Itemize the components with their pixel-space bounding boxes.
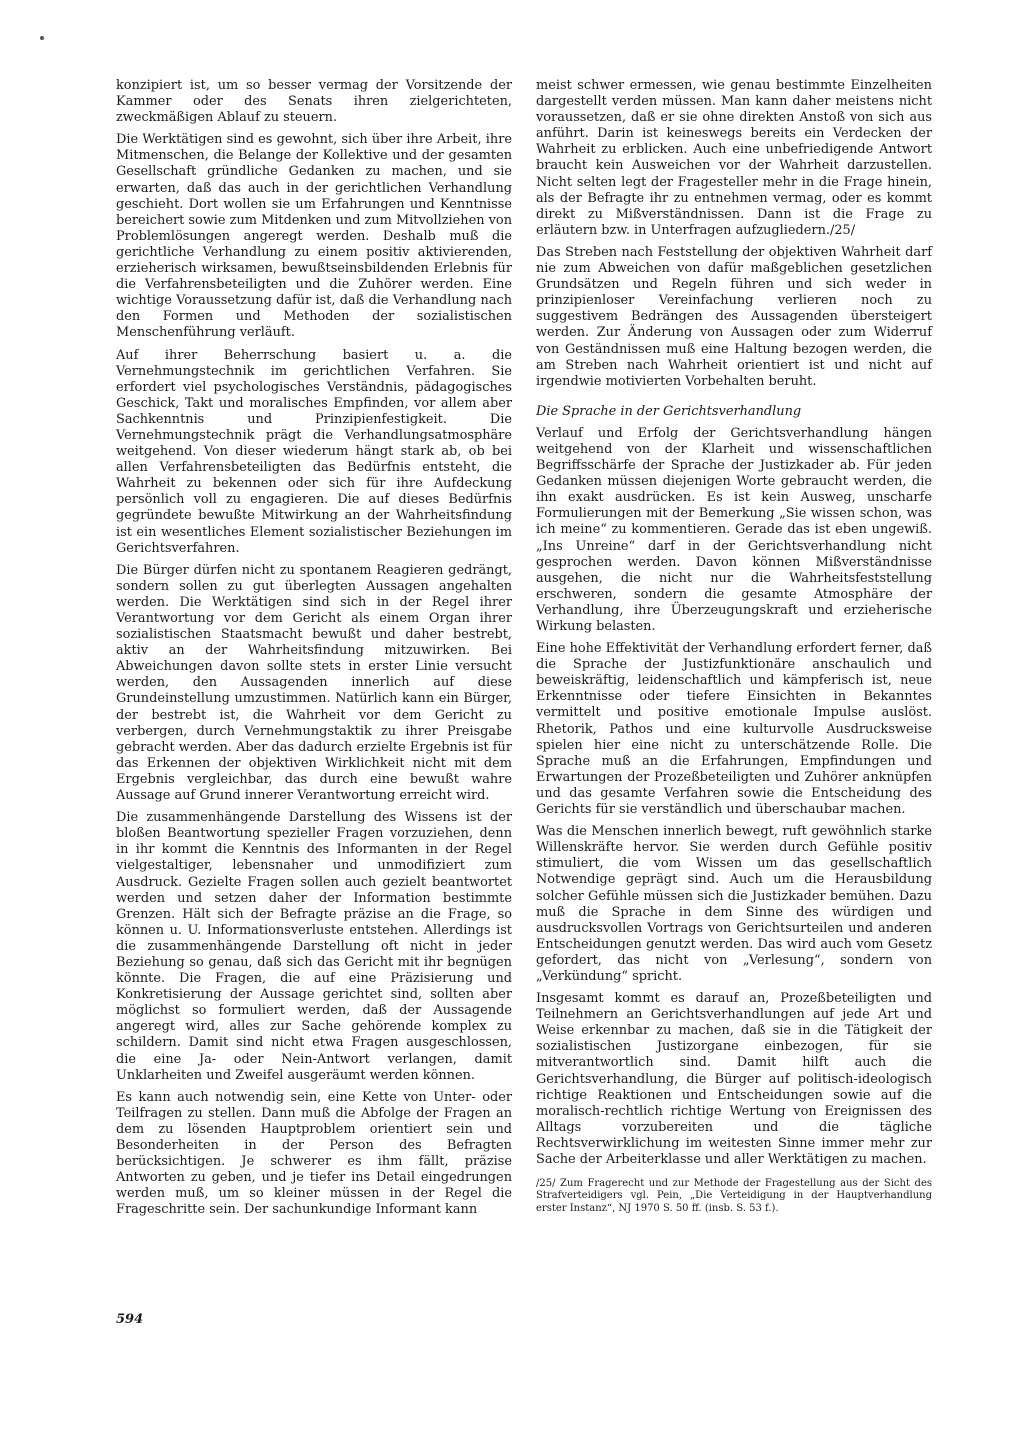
paragraph: Die zusammenhängende Darstellung des Wissens ist der bloßen Beantwortung spezieller Fragen vorzuziehen, denn in ihr kommt die Kenntnis des Informanten in der Regel vielgestaltiger, lebensnaher und unmodifiziert zum Ausdruck. Gezielte Fragen sollen auch gezielt beantwortet werden und setzen daher der Information bestimmte Grenzen. Hält sich der Befragte präzise an die Frage, so können u. U. Informationsverluste entstehen. Allerdings ist die zusammenhängende Darstellung oft nicht in jeder Beziehung so genau, daß sich das Gericht mit ihr begnügen könnte. Die Fragen, die auf eine Präzisierung und Konkretisierung der Aussage gerichtet sind, sollten aber möglichst so formuliert werden, daß der Aussagende angeregt wird, alles zur Sache gehörende komplex zu schildern. Damit sind nicht etwa Fragen ausgeschlossen, die eine Ja- oder Nein-Antwort verlangen, damit Unklarheiten und Zweifel ausgeräumt werden können. xyxy=(116,810,512,1083)
paragraph: Verlauf und Erfolg der Gerichtsverhandlung hängen weitgehend von der Klarheit und wissenschaftlichen Begriffsschärfe der Sprache der Justizkader ab. Für jeden Gedanken müssen diejenigen Worte gebraucht werden, die ihn exakt ausdrücken. Es ist kein Ausweg, unscharfe Formulierungen mit der Bemerkung „Sie wissen schon, was ich meine“ zu kommentieren. Gerade das ist eben ungewiß. „Ins Unreine“ darf in der Gerichtsverhandlung nicht gesprochen werden. Davon können Mißverständnisse ausgehen, die nicht nur die Wahrheitsfeststellung erschweren, sondern die gesamte Atmosphäre der Verhandlung, ihre Überzeugungskraft und erzieherische Wirkung belasten. xyxy=(536,425,932,634)
paragraph: Die Bürger dürfen nicht zu spontanem Reagieren gedrängt, sondern sollen zu gut überlegten Aussagen angehalten werden. Die Werktätigen sind sich in der Regel ihrer Verantwortung vor dem Gericht als einem Organ ihrer sozialistischen Staatsmacht bewußt und daher bestrebt, aktiv an der Wahrheitsfindung mitzuwirken. Bei Abweichungen davon sollte stets in erster Linie versucht werden, den Aussagenden innerlich auf diese Grundeinstellung umzustimmen. Natürlich kann ein Bürger, der bestrebt ist, die Wahrheit vor dem Gericht zu verbergen, durch Vernehmungstaktik zu ihrer Preisgabe gebracht werden. Aber das dadurch erzielte Ergebnis ist für das Erkennen der objektiven Wirklichkeit nicht mit dem Ergebnis vergleichbar, das durch eine bewußt wahre Aussage auf Grund innerer Verantwortung erreicht wird. xyxy=(116,562,512,804)
paragraph: Die Werktätigen sind es gewohnt, sich über ihre Arbeit, ihre Mitmenschen, die Belange der Kollektive und der gesamten Gesellschaft gründliche Gedanken zu machen, und sie erwarten, daß das auch in der gerichtlichen Verhandlung geschieht. Dort wollen sie um Erfahrungen und Kenntnisse bereichert sowie zum Mitdenken und zum Mitvollziehen von Problemlösungen angeregt werden. Deshalb muß die gerichtliche Verhandlung zu einem positiv aktivierenden, erzieherisch wirksamen, bewußtseinsbildenden Erlebnis für die Verfahrensbeteiligten und die Zuhörer werden. Eine wichtige Voraussetzung dafür ist, daß die Verhandlung nach den Formen und Methoden der sozialistischen Menschenführung verläuft. xyxy=(116,132,512,341)
paragraph: meist schwer ermessen, wie genau bestimmte Einzelheiten dargestellt verden müssen. Man kann daher meistens nicht voraussetzen, daß er sie ohne direkten Anstoß von sich aus anführt. Darin ist keineswegs bereits ein Verdecken der Wahrheit zu erblicken. Auch eine unbefriedigende Antwort braucht kein Ausweichen vor der Wahrheit darzustellen. Nicht selten legt der Fragesteller mehr in die Frage hinein, als der Befragte ihr zu entnehmen vermag, oder es kommt direkt zu Mißverständnissen. Dann ist die Frage zu erläutern bzw. in Unterfragen aufzugliedern./25/ xyxy=(536,78,932,238)
section-heading: Die Sprache in der Gerichtsverhandlung xyxy=(536,403,802,419)
right-column xyxy=(536,78,932,1215)
paragraph: Insgesamt kommt es darauf an, Prozeßbeteiligten und Teilnehmern an Gerichtsverhandlungen auf jede Art und Weise erkennbar zu machen, daß sie in die Tätigkeit der sozialistischen Justizorgane einbezogen, für sie mitverantwortlich sind. Damit hilft auch die Gerichtsverhandlung, die Bürger auf politisch-ideologisch richtige Reaktionen und Entscheidungen sowie auf die moralisch-rechtlich richtige Wertung von Ereignissen des Alltags vorzubereiten und die tägliche Rechtsverwirklichung im weitesten Sinne immer mehr zur Sache der Arbeiterklasse und aller Werktätigen zu machen. xyxy=(536,991,932,1167)
paragraph: Eine hohe Effektivität der Verhandlung erfordert ferner, daß die Sprache der Justizfunktionäre anschaulich und beweiskräftig, leidenschaftlich und kämpferisch ist, neue Erkenntnisse oder tiefere Einsichten in Bekanntes vermittelt und positive emotionale Impulse auslöst. Rhetorik, Pathos und eine kulturvolle Ausdrucksweise spielen hier eine nicht zu unterschätzende Rolle. Die Sprache muß an die Erfahrungen, Empfindungen und Erwartungen der Prozeßbeteiligten und Zuhörer anknüpfen und das gesamte Verfahren sowie die Entscheidung des Gerichts für sie verständlich und überschaubar machen. xyxy=(536,641,932,818)
scan-dot xyxy=(40,36,44,40)
footnote: /25/ Zum Fragerecht und zur Methode der Fragestellung aus der Sicht des Strafverteidigers vgl. Pein, „Die Verteidigung in der Hauptverhandlung erster Instanz“, NJ 1970 S. 50 ff. (insb. S. 53 f.). xyxy=(536,1178,932,1214)
left-column xyxy=(116,78,512,1224)
paragraph: konzipiert ist, um so besser vermag der Vorsitzende der Kammer oder des Senats ihren zielgerichteten, zweckmäßigen Ablauf zu steuern. xyxy=(116,78,512,126)
paragraph: Das Streben nach Feststellung der objektiven Wahrheit darf nie zum Abweichen von dafür maßgeblichen gesetzlichen Grundsätzen und Regeln führen und sich weder in prinzipienloser Vereinfachung verlieren noch zu suggestivem Bedrängen des Aussagenden übersteigert werden. Zur Änderung von Aussagen oder zum Widerruf von Geständnissen muß eine Haltung bezogen werden, die am Streben nach Wahrheit orientiert ist und nicht auf irgendwie motivierten Vorbehalten beruht. xyxy=(536,244,932,389)
page-number: 594 xyxy=(116,1312,144,1327)
paragraph: Auf ihrer Beherrschung basiert u. a. die Vernehmungstechnik im gerichtlichen Verfahren. Sie erfordert viel psychologisches Verständnis, pädagogisches Geschick, Takt und moralisches Empfinden, vor allem aber Sachkenntnis und Prinzipienfestigkeit. Die Vernehmungstechnik prägt die Verhandlungsatmosphäre weitgehend. Von dieser wiederum hängt stark ab, ob bei allen Verfahrensbeteiligten das Bedürfnis entsteht, die Wahrheit zu bekennen oder sich für ihre Aufdeckung persönlich voll zu engagieren. Die auf dieses Bedürfnis gegründete bewußte Mitwirkung an der Wahrheitsfindung ist ein wesentliches Element sozialistischer Beziehungen im Gerichtsverfahren. xyxy=(116,347,512,556)
paragraph: Es kann auch notwendig sein, eine Kette von Unter- oder Teilfragen zu stellen. Dann muß die Abfolge der Fragen an dem zu lösenden Hauptproblem orientiert sein und Besonderheiten in der Person des Befragten berücksichtigen. Je schwerer es ihm fällt, präzise Antworten zu geben, und je tiefer ins Detail eingedrungen werden muß, um so kleiner müssen in der Regel die Frageschritte sein. Der sachunkundige Informant kann xyxy=(116,1089,512,1218)
paragraph: Was die Menschen innerlich bewegt, ruft gewöhnlich starke Willenskräfte hervor. Sie werden durch Gefühle positiv stimuliert, die vom Wissen um das gesellschaftlich Notwendige geprägt sind. Auch um die Herausbildung solcher Gefühle müssen sich die Justizkader bemühen. Dazu muß die Sprache in dem Sinne des würdigen und ausdrucksvollen Vortrags von Gerichtsurteilen und anderen Entscheidungen genutzt werden. Das wird auch vom Gesetz gefordert, das nicht von „Verlesung“, sondern von „Verkündung“ spricht. xyxy=(536,824,932,984)
